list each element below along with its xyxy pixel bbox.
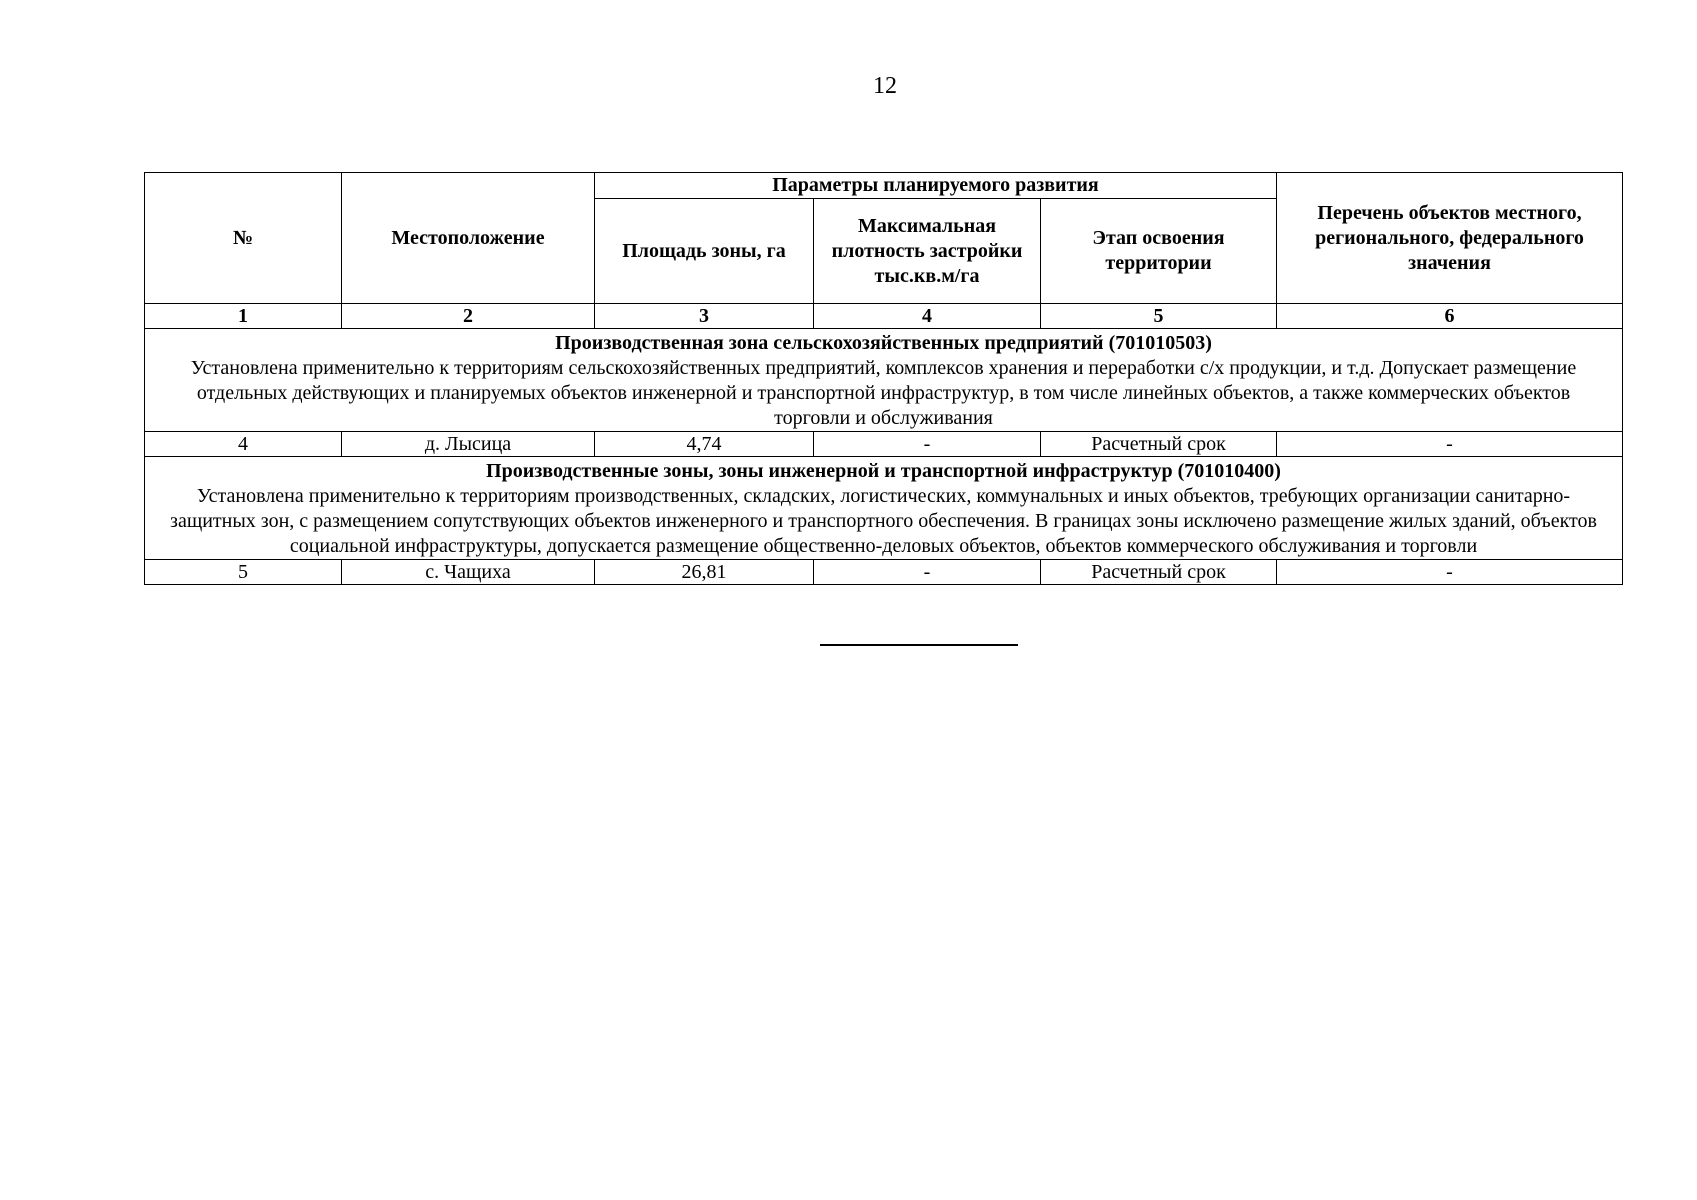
column-number: 6: [1277, 304, 1623, 329]
zones-table: [144, 172, 1623, 585]
column-number: 5: [1041, 304, 1277, 329]
cell-density: -: [814, 560, 1041, 585]
section-title: Производственная зона сельскохозяйственных предприятий (701010503): [555, 332, 1212, 354]
cell-stage: Расчетный срок: [1041, 560, 1277, 585]
header-stage: Этап освоения территории: [1041, 199, 1277, 304]
section-description: Установлена применительно к территориям сельскохозяйственных предприятий, комплексов хранения и переработки с/х продукции, и т.д. Допускает размещение отдельных действующих и планируемых объектов инженерной и транспортной инфраструктур, в том числе линейных объектов, а также коммерческих объектов торговли и обслуживания: [190, 357, 1577, 429]
header-parameters-group: Параметры планируемого развития: [595, 173, 1277, 199]
cell-objects: -: [1277, 432, 1623, 457]
section-description: Установлена применительно к территориям производственных, складских, логистических, коммунальных и иных объектов, требующих организации санитарно-защитных зон, с размещением сопутствующих объектов инженерного и транспортного обеспечения. В границах зоны исключено размещение жилых зданий, объектов социальной инфраструктуры, допускается размещение общественно-деловых объектов, объектов коммерческого обслуживания и торговли: [170, 485, 1597, 557]
header-location: Местоположение: [342, 173, 595, 304]
header-number: №: [145, 173, 342, 304]
cell-stage: Расчетный срок: [1041, 432, 1277, 457]
section-header-row: [145, 329, 1623, 432]
cell-location: д. Лысица: [342, 432, 595, 457]
header-objects-list: Перечень объектов местного, регионального, федерального значения: [1277, 173, 1623, 304]
cell-objects: -: [1277, 560, 1623, 585]
section-cell: [145, 457, 1623, 560]
table-row: [145, 432, 1623, 457]
column-number: 1: [145, 304, 342, 329]
column-number: 3: [595, 304, 814, 329]
header-area: Площадь зоны, га: [595, 199, 814, 304]
cell-area: 26,81: [595, 560, 814, 585]
cell-number: 5: [145, 560, 342, 585]
column-number: 4: [814, 304, 1041, 329]
header-density: Максимальная плотность застройки тыс.кв.м/га: [814, 199, 1041, 304]
column-number: 2: [342, 304, 595, 329]
cell-area: 4,74: [595, 432, 814, 457]
table-row: [145, 560, 1623, 585]
cell-number: 4: [145, 432, 342, 457]
cell-location: с. Чащиха: [342, 560, 595, 585]
section-header-row: [145, 457, 1623, 560]
section-cell: [145, 329, 1623, 432]
page-number: 12: [873, 73, 897, 99]
cell-density: -: [814, 432, 1041, 457]
section-title: Производственные зоны, зоны инженерной и транспортной инфраструктур (701010400): [486, 460, 1281, 482]
end-of-document-divider: [820, 644, 1018, 646]
